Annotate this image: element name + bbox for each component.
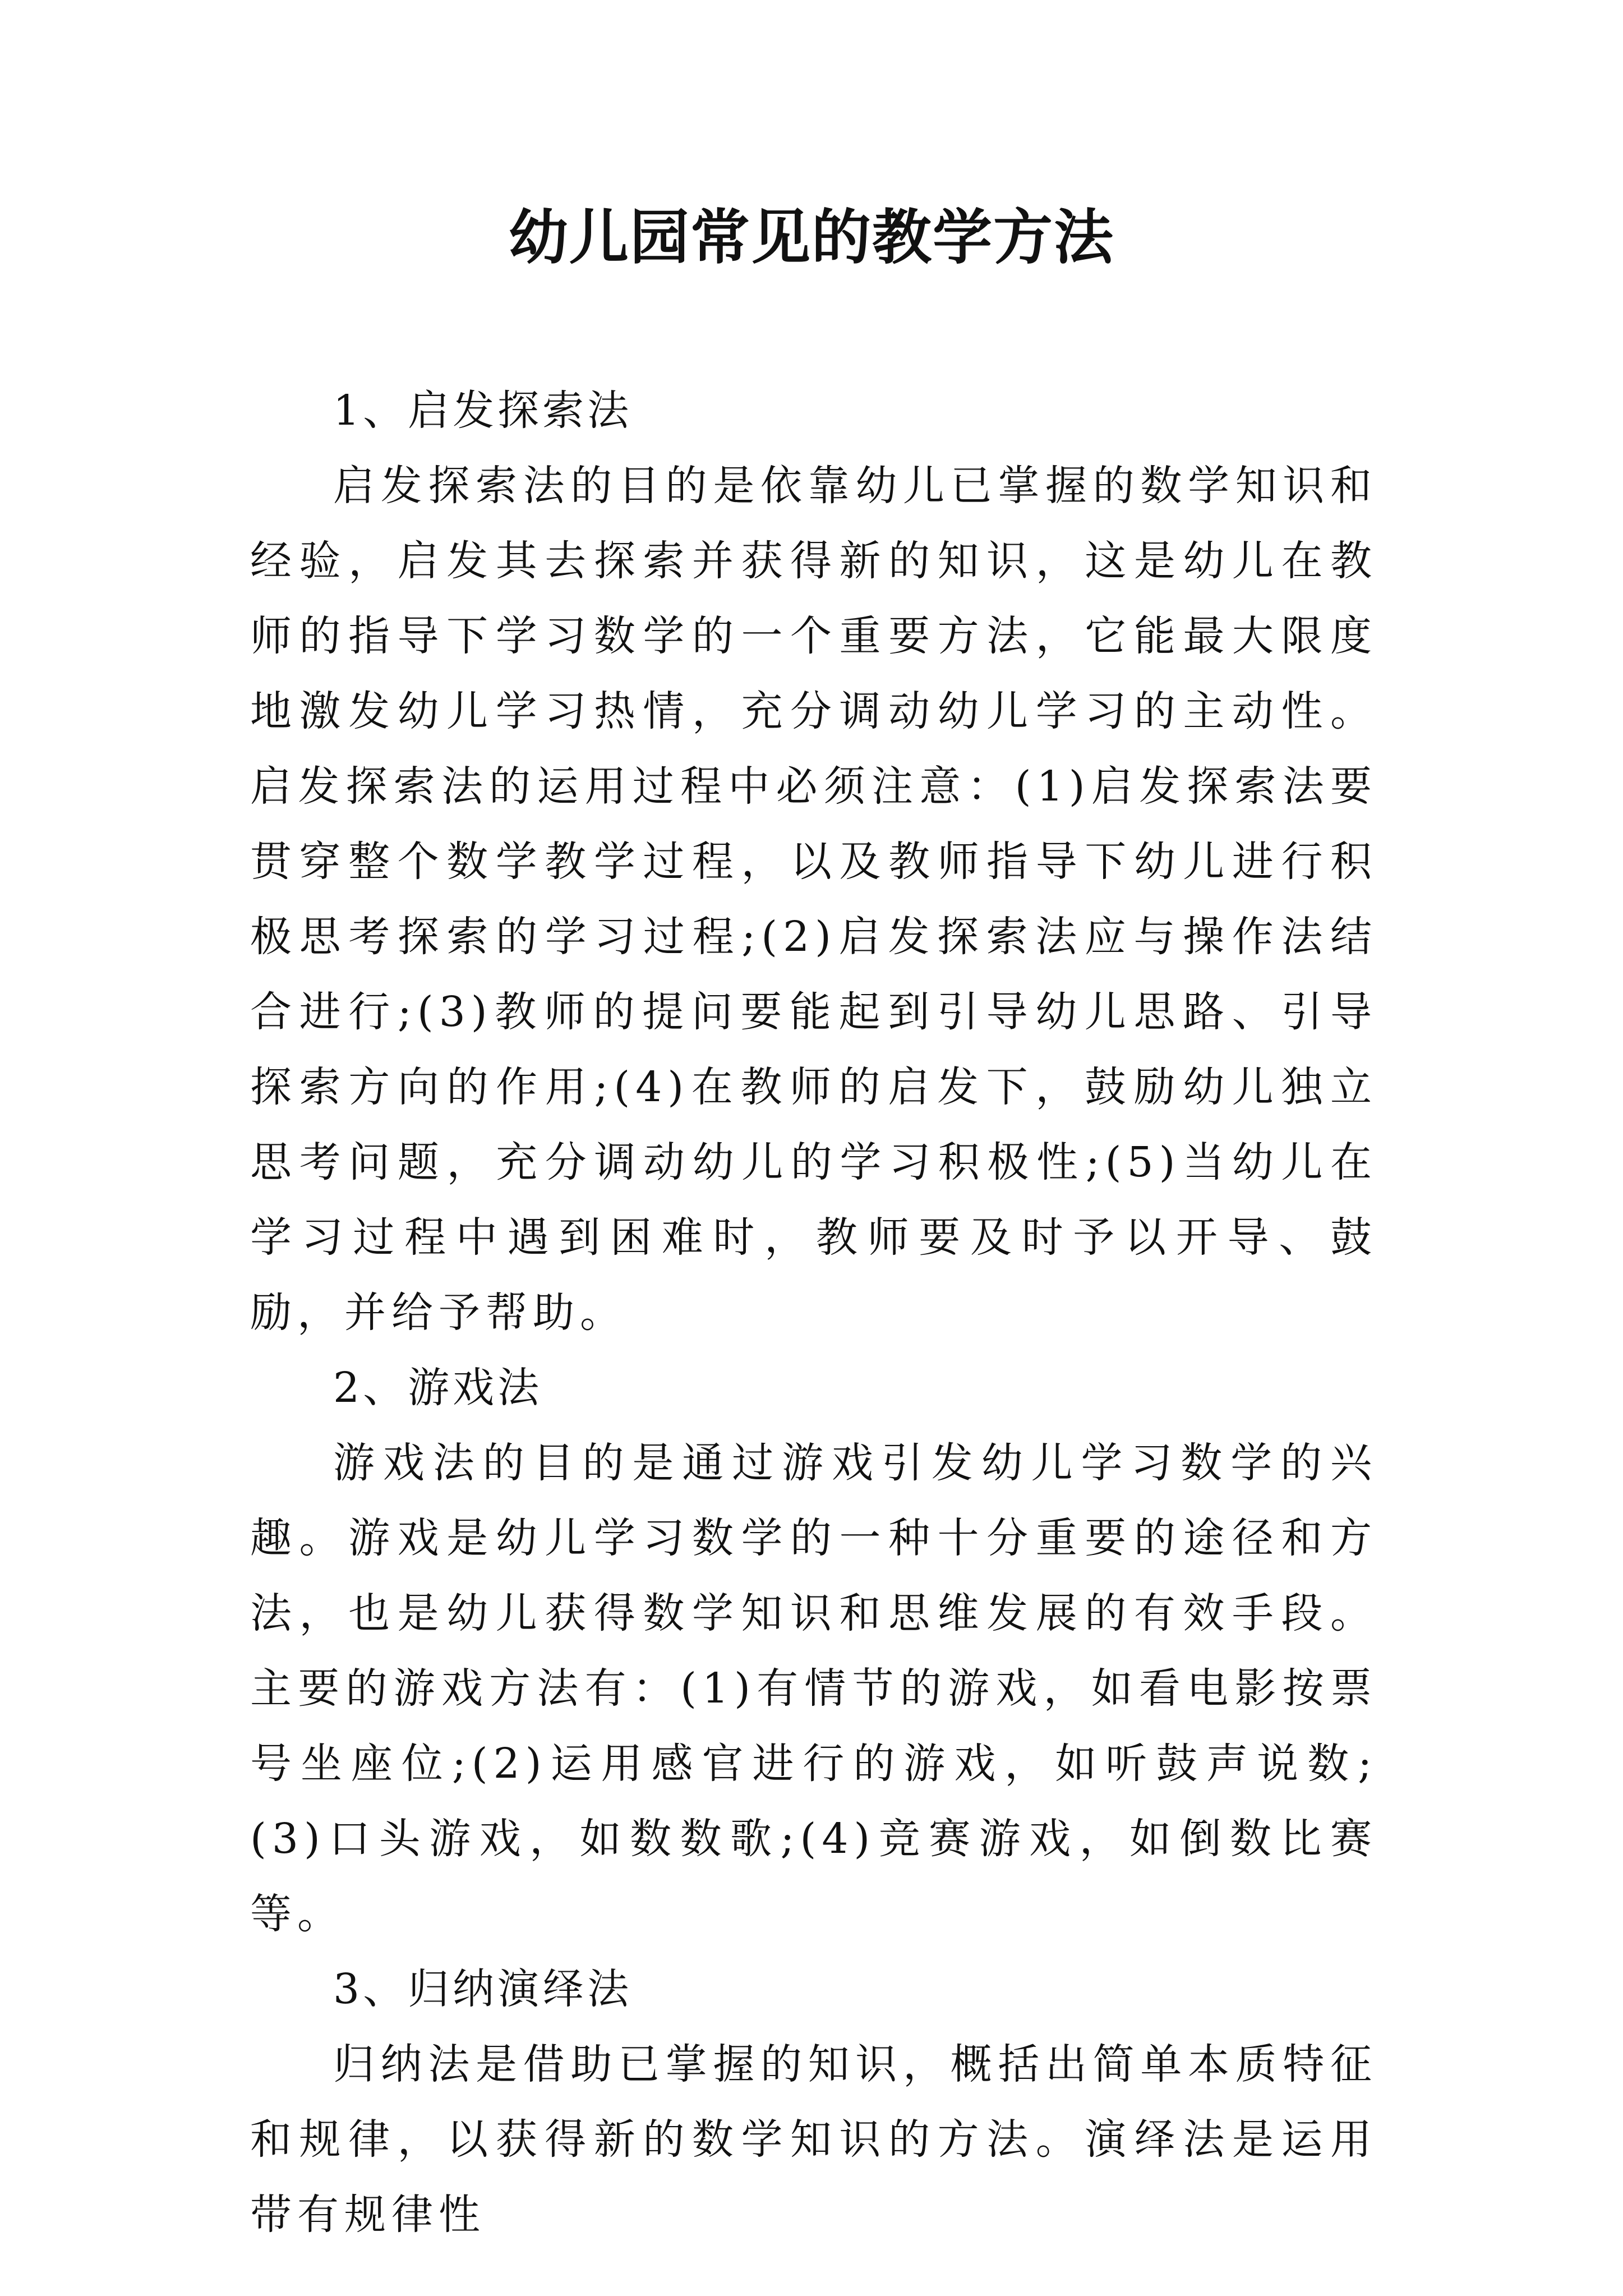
section-paragraph-2: 游戏法的目的是通过游戏引发幼儿学习数学的兴趣。游戏是幼儿学习数学的一种十分重要的途径和方法，也是幼儿获得数学知识和思维发展的有效手段。主要的游戏方法有：(1)有情节的游戏，如看电影按票号坐座位;(2)运用感官进行的游戏，如听鼓声说数;(3)口头游戏，如数数歌;(4)竞赛游戏，如倒数比赛等。 [250,1439,1377,1938]
section-paragraph-1: 启发探索法的目的是依靠幼儿已掌握的数学知识和经验，启发其去探索并获得新的知识，这是幼儿在教师的指导下学习数学的一个重要方法，它能最大限度地激发幼儿学习热情，充分调动幼儿学习的主动性。启发探索法的运用过程中必须注意：(1)启发探索法要贯穿整个数学教学过程，以及教师指导下幼儿进行积极思考探索的学习过程;(2)启发探索法应与操作法结合进行;(3)教师的提问要能起到引导幼儿思路、引导探索方向的作用;(4)在教师的启发下，鼓励幼儿独立思考问题，充分调动幼儿的学习积极性;(5)当幼儿在学习过程中遇到困难时，教师要及时予以开导、鼓励，并给予帮助。 [250,462,1377,1337]
section-heading-3: 3、归纳演绎法 [333,1965,633,2013]
document-body [250,373,1377,2252]
section-heading-1: 1、启发探索法 [333,386,633,435]
document-title: 幼儿园常见的教学方法 [509,202,1114,272]
section-paragraph-3: 归纳法是借助已掌握的知识，概括出简单本质特征和规律，以获得新的数学知识的方法。演绎法是运用带有规律性 [250,2040,1377,2239]
section-heading-2: 2、游戏法 [333,1364,543,1412]
